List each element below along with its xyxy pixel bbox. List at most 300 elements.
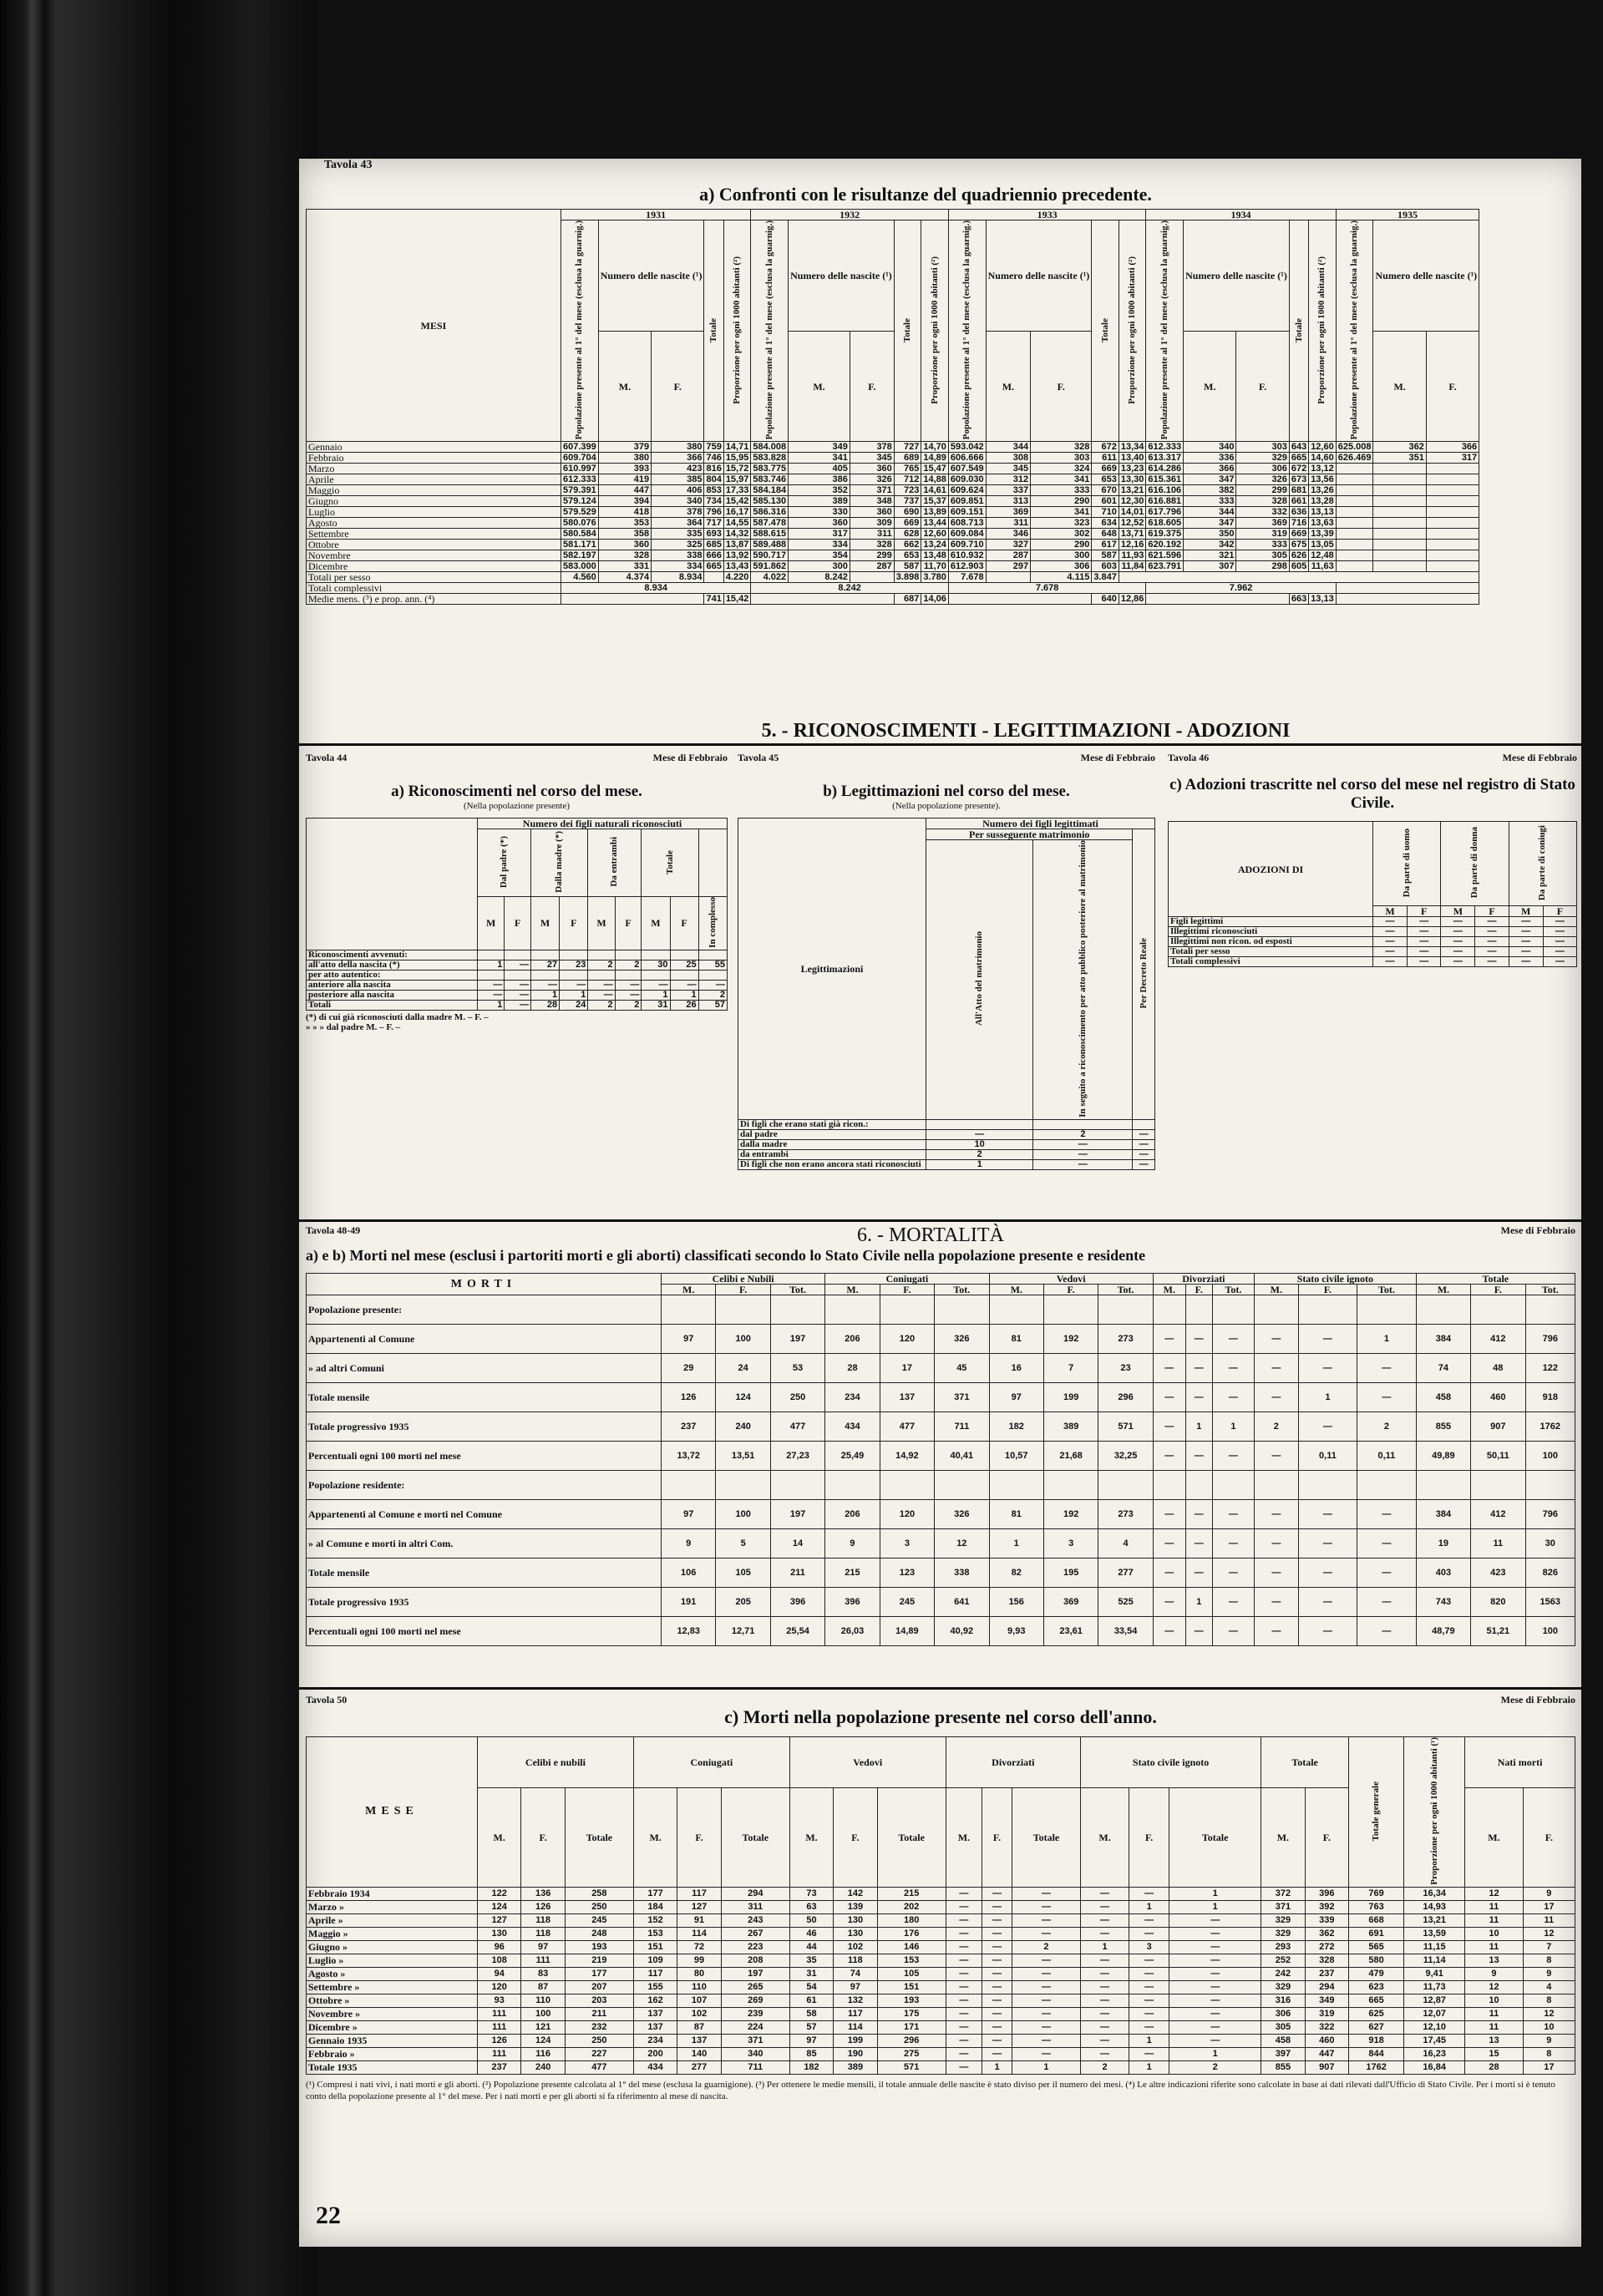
table-cell: — bbox=[1357, 1500, 1417, 1529]
table-cell: 434 bbox=[633, 2060, 677, 2074]
table-cell: 4.022 bbox=[751, 572, 789, 583]
table-cell: — bbox=[1012, 2034, 1080, 2047]
table-cell: 344 bbox=[1184, 507, 1236, 518]
mf-header: M bbox=[1373, 906, 1408, 917]
table-cell: 571 bbox=[877, 2060, 946, 2074]
table-cell: — bbox=[1543, 947, 1576, 957]
table-cell: 17,33 bbox=[723, 485, 751, 496]
table-cell: — bbox=[1408, 957, 1441, 967]
table-cell: 326 bbox=[935, 1325, 989, 1354]
section-5-title: 5. - RICONOSCIMENTI - LEGITTIMAZIONI - ADOZIONI bbox=[761, 720, 1291, 742]
table-cell bbox=[1098, 1295, 1153, 1325]
table-cell: 97 bbox=[789, 2034, 833, 2047]
column-header: Da parte di donna bbox=[1469, 827, 1479, 899]
table-cell: 17 bbox=[880, 1354, 934, 1383]
table-cell: 334 bbox=[789, 540, 850, 550]
table-cell: 250 bbox=[565, 1900, 633, 1913]
table-cell bbox=[1373, 485, 1426, 496]
table-cell: — bbox=[946, 1887, 982, 1900]
table-cell: 816 bbox=[704, 464, 723, 474]
table-cell: — bbox=[1012, 1900, 1080, 1913]
table-cell: 1 bbox=[1357, 1325, 1417, 1354]
table-cell bbox=[1525, 1295, 1575, 1325]
row-label: Totale mensile bbox=[307, 1559, 662, 1588]
month-label: Giugno bbox=[307, 496, 561, 507]
table-row bbox=[307, 2007, 1575, 2020]
table-row bbox=[307, 1529, 1575, 1559]
table-cell: 618.605 bbox=[1146, 518, 1184, 529]
table-cell: 384 bbox=[1416, 1325, 1470, 1354]
table-cell: 13,48 bbox=[921, 550, 949, 561]
mft-header: Totale bbox=[721, 1788, 789, 1888]
table-cell bbox=[560, 970, 588, 980]
table-cell bbox=[1336, 594, 1479, 605]
table-cell: 447 bbox=[598, 485, 651, 496]
table-cell: 587 bbox=[1092, 550, 1119, 561]
table-cell: — bbox=[1441, 927, 1475, 937]
table-cell: — bbox=[982, 1967, 1012, 1980]
table-cell: 2 bbox=[588, 960, 615, 970]
table-cell: 855 bbox=[1261, 2060, 1305, 2074]
table-cell: 248 bbox=[565, 1927, 633, 1940]
t4849-title: a) e b) Morti nel mese (esclusi i partoriti morti e gli aborti) classificati secondo lo Stato Civile nella popolazione presente e residente bbox=[306, 1247, 1146, 1264]
table-cell: 7.678 bbox=[948, 572, 986, 583]
column-header bbox=[921, 220, 949, 442]
table-cell: 337 bbox=[986, 485, 1031, 496]
table-cell: 50,11 bbox=[1471, 1442, 1525, 1471]
row-label: Totale mensile bbox=[307, 1383, 662, 1412]
column-header: Da parte di uomo bbox=[1401, 828, 1412, 898]
corner-header: MORTI bbox=[307, 1274, 662, 1295]
table-cell: — bbox=[946, 2060, 982, 2074]
table-cell: — bbox=[1212, 1588, 1254, 1617]
row-label: » ad altri Comuni bbox=[307, 1354, 662, 1383]
table-cell: — bbox=[946, 1900, 982, 1913]
table-cell: 447 bbox=[1305, 2047, 1348, 2060]
table-cell: 9 bbox=[1465, 1967, 1524, 1980]
table-cell: 13,40 bbox=[1119, 453, 1146, 464]
table-cell: 74 bbox=[1416, 1354, 1470, 1383]
table-cell: 765 bbox=[894, 464, 921, 474]
table-cell: 15,95 bbox=[723, 453, 751, 464]
mf-header: M bbox=[642, 897, 670, 950]
column-header: Popolazione presente al 1° del mese (esclusa la guarnig.) bbox=[961, 220, 972, 440]
table-cell: 111 bbox=[478, 2020, 521, 2034]
table-cell: 54 bbox=[789, 1980, 833, 1994]
table-cell: 208 bbox=[721, 1954, 789, 1967]
mft-header: Tot. bbox=[935, 1285, 989, 1295]
table-cell: 311 bbox=[721, 1900, 789, 1913]
table-cell: 669 bbox=[894, 518, 921, 529]
table-cell: — bbox=[1373, 957, 1408, 967]
table-cell: 124 bbox=[521, 2034, 565, 2047]
table-cell: 245 bbox=[880, 1588, 934, 1617]
table-cell: — bbox=[982, 1994, 1012, 2007]
table-row bbox=[307, 990, 728, 1000]
table-cell: 328 bbox=[1031, 442, 1092, 453]
table-cell: 87 bbox=[521, 1980, 565, 1994]
table-cell bbox=[1471, 1471, 1525, 1500]
mft-header: Tot. bbox=[1212, 1285, 1254, 1295]
table-cell: 329 bbox=[1236, 453, 1289, 464]
mft-header: F. bbox=[1471, 1285, 1525, 1295]
table-cell bbox=[704, 572, 723, 583]
column-header bbox=[751, 220, 789, 442]
table-cell: 33,54 bbox=[1098, 1617, 1153, 1646]
table-cell: 130 bbox=[834, 1927, 877, 1940]
table-cell: 25 bbox=[670, 960, 698, 970]
table-cell: — bbox=[560, 980, 588, 990]
table-cell: 326 bbox=[1236, 474, 1289, 485]
table-cell: 2 bbox=[615, 1000, 642, 1010]
table-cell: 5 bbox=[716, 1529, 770, 1559]
table-row bbox=[307, 1559, 1575, 1588]
table-cell: — bbox=[1081, 2047, 1129, 2060]
table-cell: — bbox=[982, 2034, 1012, 2047]
column-group-header: Celibi e nubili bbox=[478, 1737, 634, 1788]
table-cell: 349 bbox=[789, 442, 850, 453]
table-cell: 9 bbox=[825, 1529, 880, 1559]
table-cell: 13,63 bbox=[1309, 518, 1337, 529]
table-cell: 378 bbox=[652, 507, 704, 518]
table-cell: 202 bbox=[877, 1900, 946, 1913]
column-header: Totale bbox=[902, 317, 913, 342]
table-cell: 2 bbox=[926, 1149, 1033, 1159]
table-cell: — bbox=[1153, 1412, 1185, 1442]
table-cell: 348 bbox=[850, 496, 894, 507]
table-cell: 616.881 bbox=[1146, 496, 1184, 507]
mft-header: Tot. bbox=[770, 1285, 824, 1295]
table-cell: 14 bbox=[770, 1529, 824, 1559]
table-cell: 628 bbox=[894, 529, 921, 540]
table-cell: — bbox=[1254, 1529, 1298, 1559]
table-cell: 192 bbox=[1043, 1500, 1098, 1529]
table-cell: 345 bbox=[850, 453, 894, 464]
row-label: dalla madre bbox=[738, 1139, 926, 1149]
table-cell bbox=[1426, 518, 1479, 529]
table-cell: 11,73 bbox=[1404, 1980, 1465, 1994]
table-cell: 306 bbox=[1031, 561, 1092, 572]
table-cell: — bbox=[1373, 927, 1408, 937]
table-cell: 1 bbox=[982, 2060, 1012, 2074]
table-cell: 382 bbox=[1184, 485, 1236, 496]
table-cell: 14,70 bbox=[921, 442, 949, 453]
table-cell: — bbox=[1169, 2034, 1261, 2047]
table-cell: 826 bbox=[1525, 1559, 1575, 1588]
mf-header: F bbox=[505, 897, 531, 950]
table-cell: — bbox=[1509, 937, 1543, 947]
table-cell: — bbox=[1012, 1927, 1080, 1940]
table-cell: — bbox=[982, 2020, 1012, 2034]
table-cell: 105 bbox=[877, 1967, 946, 1980]
table-cell: 585.130 bbox=[751, 496, 789, 507]
table-cell: 619.375 bbox=[1146, 529, 1184, 540]
table-cell: 122 bbox=[1525, 1354, 1575, 1383]
table-cell: 329 bbox=[1261, 1927, 1305, 1940]
table-cell: 182 bbox=[789, 2060, 833, 2074]
table-cell: 12,07 bbox=[1404, 2007, 1465, 2020]
table-cell: 10,57 bbox=[989, 1442, 1043, 1471]
table-cell: 13 bbox=[1465, 1954, 1524, 1967]
table-cell: 855 bbox=[1416, 1412, 1470, 1442]
row-label: Totali bbox=[307, 1000, 478, 1010]
table-cell: 665 bbox=[1349, 1994, 1404, 2007]
table-cell: — bbox=[1185, 1383, 1212, 1412]
table-cell: — bbox=[531, 980, 560, 990]
table-cell: 620.192 bbox=[1146, 540, 1184, 550]
table-cell: 130 bbox=[834, 1913, 877, 1927]
table-cell: 11 bbox=[1465, 2020, 1524, 2034]
table-cell: — bbox=[1033, 1149, 1133, 1159]
table-cell bbox=[698, 829, 727, 897]
table-cell: 32,25 bbox=[1098, 1442, 1153, 1471]
mf-header: M bbox=[1441, 906, 1475, 917]
table-cell: 9 bbox=[662, 1529, 716, 1559]
table-cell: 139 bbox=[834, 1900, 877, 1913]
table-cell: 7.962 bbox=[1146, 583, 1336, 594]
mft-header: M. bbox=[478, 1788, 521, 1888]
table-cell bbox=[1336, 496, 1373, 507]
table-cell: 371 bbox=[850, 485, 894, 496]
table-cell: 691 bbox=[1349, 1927, 1404, 1940]
table-cell: 918 bbox=[1525, 1383, 1575, 1412]
table-cell: — bbox=[1012, 1913, 1080, 1927]
table-cell: 12,71 bbox=[716, 1617, 770, 1646]
table-cell: 737 bbox=[894, 496, 921, 507]
table-cell: 313 bbox=[986, 496, 1031, 507]
table-cell: 360 bbox=[789, 518, 850, 529]
table-cell: 61 bbox=[789, 1994, 833, 2007]
table-cell: 190 bbox=[834, 2047, 877, 2060]
table-cell: — bbox=[1212, 1559, 1254, 1588]
table-row bbox=[307, 507, 1479, 518]
table-cell: — bbox=[946, 2007, 982, 2020]
table-cell bbox=[1426, 507, 1479, 518]
table-cell: 379 bbox=[598, 442, 651, 453]
table-cell: 711 bbox=[935, 1412, 989, 1442]
table-cell: — bbox=[1129, 1927, 1169, 1940]
table-cell: 74 bbox=[834, 1967, 877, 1980]
table-cell: — bbox=[1357, 1588, 1417, 1617]
table-cell: 609.851 bbox=[948, 496, 986, 507]
table-cell bbox=[1033, 1119, 1133, 1129]
mft-header: Totale bbox=[1169, 1788, 1261, 1888]
table-cell: 13,23 bbox=[1119, 464, 1146, 474]
table-cell: 14,32 bbox=[723, 529, 751, 540]
table-cell bbox=[662, 1295, 716, 1325]
table-cell bbox=[588, 970, 615, 980]
table-cell: 303 bbox=[1236, 442, 1289, 453]
table-cell: 105 bbox=[716, 1559, 770, 1588]
table-cell: 1 bbox=[1169, 2047, 1261, 2060]
mf-header: M bbox=[531, 897, 560, 950]
table-cell: 294 bbox=[1305, 1980, 1348, 1994]
table-cell: — bbox=[1012, 1887, 1080, 1900]
column-header: Numero delle nascite (¹) bbox=[598, 220, 704, 332]
table-cell: 15,97 bbox=[723, 474, 751, 485]
table-cell: — bbox=[1081, 1927, 1129, 1940]
table-cell: 13,43 bbox=[723, 561, 751, 572]
table-cell: 48 bbox=[1471, 1354, 1525, 1383]
table-cell: 223 bbox=[721, 1940, 789, 1954]
column-group-header: Vedovi bbox=[989, 1274, 1153, 1285]
column-header: Totale bbox=[708, 317, 719, 342]
table-cell: 2 bbox=[1081, 2060, 1129, 2074]
table-cell: 710 bbox=[1092, 507, 1119, 518]
column-header bbox=[1441, 822, 1509, 906]
table-cell: 9,93 bbox=[989, 1617, 1043, 1646]
table-cell: 16 bbox=[989, 1354, 1043, 1383]
table-cell: 118 bbox=[521, 1927, 565, 1940]
table-cell: 11 bbox=[1471, 1529, 1525, 1559]
table-cell: 820 bbox=[1471, 1588, 1525, 1617]
book-binding-shadow bbox=[0, 0, 317, 2296]
table-row bbox=[307, 1940, 1575, 1954]
table-cell: 107 bbox=[677, 1994, 721, 2007]
table-cell bbox=[1146, 594, 1289, 605]
table-cell: — bbox=[1212, 1383, 1254, 1412]
table-cell: 611 bbox=[1092, 453, 1119, 464]
table-row bbox=[738, 1129, 1155, 1139]
column-header: Da entrambi bbox=[609, 837, 620, 887]
table-cell: 386 bbox=[789, 474, 850, 485]
table-cell: 162 bbox=[633, 1994, 677, 2007]
table-cell: 12 bbox=[1523, 1927, 1575, 1940]
table-cell bbox=[1336, 464, 1373, 474]
table-cell: 3 bbox=[1129, 1940, 1169, 1954]
mft-header: F. bbox=[1523, 1788, 1575, 1888]
table-cell: 177 bbox=[565, 1967, 633, 1980]
table-cell: 302 bbox=[1031, 529, 1092, 540]
table-cell: 11,63 bbox=[1309, 561, 1337, 572]
table-cell: 3.898 bbox=[894, 572, 921, 583]
table-cell: — bbox=[1081, 1900, 1129, 1913]
t44-note-1: (*) di cui già riconosciuti dalla madre M. – F. – bbox=[306, 1011, 489, 1022]
table-cell: 12,60 bbox=[921, 529, 949, 540]
table-cell: 176 bbox=[877, 1927, 946, 1940]
table-cell: 12,87 bbox=[1404, 1994, 1465, 2007]
table-cell: 215 bbox=[877, 1887, 946, 1900]
table-cell: — bbox=[1543, 917, 1576, 927]
table-cell: 13,13 bbox=[1309, 507, 1337, 518]
table-cell: 12,10 bbox=[1404, 2020, 1465, 2034]
column-header: Numero delle nascite (¹) bbox=[986, 220, 1092, 332]
row-label: Totale progressivo 1935 bbox=[307, 1588, 662, 1617]
table-cell: 12,52 bbox=[1119, 518, 1146, 529]
table-cell: — bbox=[1081, 1967, 1129, 1980]
table-cell: 110 bbox=[677, 1980, 721, 1994]
month-label: Maggio bbox=[307, 485, 561, 496]
table-cell: 287 bbox=[850, 561, 894, 572]
mf-header: F. bbox=[1031, 331, 1092, 442]
table-cell: 2 bbox=[1357, 1412, 1417, 1442]
table-row bbox=[307, 2060, 1575, 2074]
table-cell: — bbox=[946, 1940, 982, 1954]
year-header: 1931 bbox=[561, 210, 751, 220]
table-cell: 111 bbox=[521, 1954, 565, 1967]
row-label: Agosto » bbox=[307, 1967, 478, 1980]
column-header bbox=[1509, 822, 1576, 906]
table-cell: 796 bbox=[1525, 1325, 1575, 1354]
table-cell: — bbox=[1153, 1325, 1185, 1354]
table-cell bbox=[561, 594, 704, 605]
table-cell: 393 bbox=[598, 464, 651, 474]
row-label: Di figli che erano stati già ricon.: bbox=[738, 1119, 926, 1129]
table-cell: 1 bbox=[670, 990, 698, 1000]
table-cell: 458 bbox=[1416, 1383, 1470, 1412]
table-cell: — bbox=[1153, 1559, 1185, 1588]
mf-header bbox=[698, 897, 727, 950]
table-cell: 126 bbox=[521, 1900, 565, 1913]
column-header: Totale generale bbox=[1371, 1781, 1382, 1842]
table-cell: — bbox=[1373, 947, 1408, 957]
table-cell: 479 bbox=[1349, 1967, 1404, 1980]
table-cell: 31 bbox=[789, 1967, 833, 1980]
totals-label: Totali complessivi bbox=[307, 583, 561, 594]
column-header bbox=[894, 220, 921, 442]
table-cell: 12,48 bbox=[1309, 550, 1337, 561]
table-cell: 734 bbox=[704, 496, 723, 507]
table-cell bbox=[935, 1295, 989, 1325]
month-label: Ottobre bbox=[307, 540, 561, 550]
table-cell: 4.220 bbox=[723, 572, 751, 583]
table-cell: 1 bbox=[989, 1529, 1043, 1559]
mft-header: M. bbox=[1081, 1788, 1129, 1888]
table-cell: 97 bbox=[662, 1325, 716, 1354]
column-header: Popolazione presente al 1° del mese (esclusa la guarnig.) bbox=[574, 220, 585, 440]
table-cell: 197 bbox=[770, 1325, 824, 1354]
table-cell: 580.076 bbox=[561, 518, 599, 529]
table-cell: — bbox=[1169, 1967, 1261, 1980]
table-cell: 100 bbox=[521, 2007, 565, 2020]
mf-header: F. bbox=[850, 331, 894, 442]
table-cell: 215 bbox=[825, 1559, 880, 1588]
table-cell: 14,61 bbox=[921, 485, 949, 496]
table-cell: 232 bbox=[565, 2020, 633, 2034]
mft-header: M. bbox=[825, 1285, 880, 1295]
table-cell: 332 bbox=[1236, 507, 1289, 518]
row-label: Febbraio » bbox=[307, 2047, 478, 2060]
table-cell: 369 bbox=[1236, 518, 1289, 529]
table-cell: 272 bbox=[1305, 1940, 1348, 1954]
column-group-header: Totale bbox=[1416, 1274, 1575, 1285]
table-cell bbox=[478, 970, 505, 980]
month-label: Marzo bbox=[307, 464, 561, 474]
row-label: all'atto della nascita (*) bbox=[307, 960, 478, 970]
table-cell: 13,34 bbox=[1119, 442, 1146, 453]
table-cell: 100 bbox=[1525, 1617, 1575, 1646]
table-cell: — bbox=[1012, 2020, 1080, 2034]
table-row bbox=[738, 1149, 1155, 1159]
table-cell: 51,21 bbox=[1471, 1617, 1525, 1646]
row-label: Illegittimi riconosciuti bbox=[1169, 927, 1373, 937]
table-cell: 617 bbox=[1092, 540, 1119, 550]
table-cell: 175 bbox=[877, 2007, 946, 2020]
table-cell: 48,79 bbox=[1416, 1617, 1470, 1646]
table-cell: — bbox=[1169, 1954, 1261, 1967]
mft-header: M. bbox=[989, 1285, 1043, 1295]
table-cell: 328 bbox=[1236, 496, 1289, 507]
table-cell: 640 bbox=[1092, 594, 1119, 605]
mf-header: F bbox=[1543, 906, 1576, 917]
table-cell: 396 bbox=[770, 1588, 824, 1617]
table-cell: — bbox=[946, 1913, 982, 1927]
table-cell bbox=[1185, 1295, 1212, 1325]
table-cell: — bbox=[478, 990, 505, 1000]
table-cell: 321 bbox=[1184, 550, 1236, 561]
table-cell: 184 bbox=[633, 1900, 677, 1913]
column-subgroup-header: Per susseguente matrimonio bbox=[926, 829, 1133, 840]
